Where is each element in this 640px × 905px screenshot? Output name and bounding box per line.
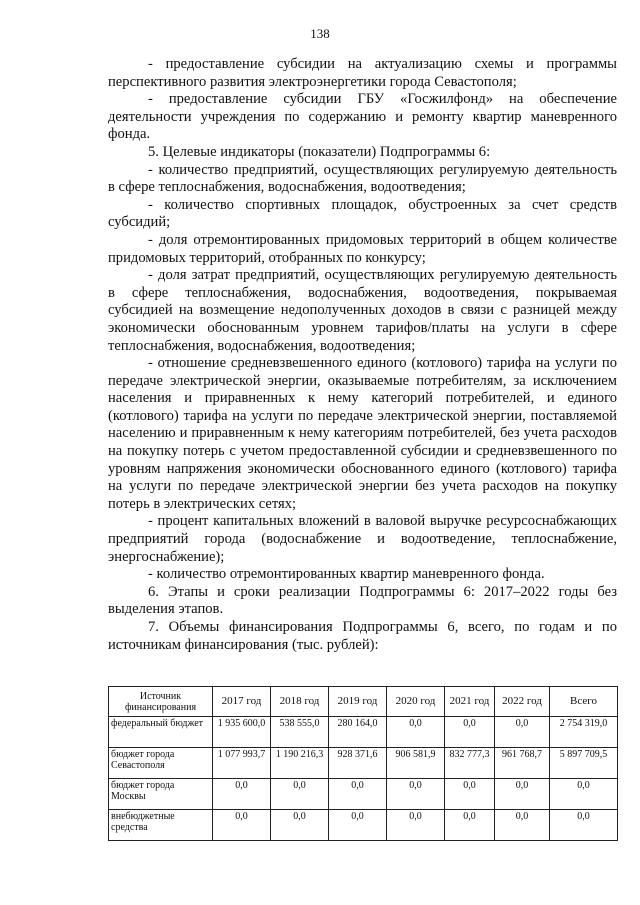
table-cell: 0,0 bbox=[329, 779, 387, 810]
table-cell: бюджет города Москвы bbox=[109, 779, 213, 810]
table-cell: 0,0 bbox=[271, 779, 329, 810]
table-row bbox=[109, 717, 618, 748]
table-cell: 0,0 bbox=[495, 717, 550, 748]
table-cell: 832 777,3 bbox=[445, 748, 495, 779]
table-cell: федеральный бюджет bbox=[109, 717, 213, 748]
table-header-row bbox=[109, 687, 618, 717]
column-header: Всего bbox=[550, 687, 618, 717]
table-cell: 0,0 bbox=[445, 717, 495, 748]
page-number: 138 bbox=[310, 26, 330, 41]
table-cell: 0,0 bbox=[387, 779, 445, 810]
table-cell: 2 754 319,0 bbox=[550, 717, 618, 748]
table-cell: 0,0 bbox=[445, 779, 495, 810]
column-header: 2018 год bbox=[271, 687, 329, 717]
paragraph: - количество спортивных площадок, обустроенных за счет средств субсидий; bbox=[108, 196, 617, 231]
table-cell: 928 371,6 bbox=[329, 748, 387, 779]
paragraph: - количество отремонтированных квартир маневренного фонда. bbox=[148, 566, 545, 583]
column-header: 2019 год bbox=[329, 687, 387, 717]
table-cell: 1 190 216,3 bbox=[271, 748, 329, 779]
paragraph: - предоставление субсидии ГБУ «Госжилфонд» на обеспечение деятельности учреждения по содержанию и ремонту квартир маневренного фонда. bbox=[108, 91, 617, 143]
table-cell: 0,0 bbox=[387, 810, 445, 841]
table-cell: 0,0 bbox=[550, 810, 618, 841]
column-header: 2020 год bbox=[387, 687, 445, 717]
table-cell: 280 164,0 bbox=[329, 717, 387, 748]
paragraph: - предоставление субсидии на актуализацию схемы и программы перспективного развития электроэнергетики города Севастополя; bbox=[108, 56, 617, 90]
paragraph: - отношение средневзвешенного единого (котлового) тарифа на услуги по передаче электрической энергии, оказываемые потребителям, за исключением населения и приравненных к нему категорий потребителей, и единого (котлового) тарифа на услуги по передаче электрической энергии, поставляемой населению и приравненным к нему категориям потребителей, без учета расходов на покупку потерь с учетом предоставленной субсидии и средневзвешенного по уровням напряжения экономически обоснованного единого (котлового) тарифа на услуги по передаче электрической энергии без учета расходов на покупку потерь в электрических сетях; bbox=[108, 355, 617, 512]
table-cell: 538 555,0 bbox=[271, 717, 329, 748]
table-cell: 961 768,7 bbox=[495, 748, 550, 779]
table-cell: 0,0 bbox=[213, 779, 271, 810]
table-row bbox=[109, 810, 618, 841]
table-cell: 0,0 bbox=[550, 779, 618, 810]
table-cell: внебюджетные средства bbox=[109, 810, 213, 841]
table-cell: 0,0 bbox=[271, 810, 329, 841]
column-header: 2022 год bbox=[495, 687, 550, 717]
table-cell: 0,0 bbox=[495, 810, 550, 841]
table-cell: 0,0 bbox=[213, 810, 271, 841]
table-cell: 0,0 bbox=[387, 717, 445, 748]
table-cell: 1 935 600,0 bbox=[213, 717, 271, 748]
table-row bbox=[109, 748, 618, 779]
table-cell: 906 581,9 bbox=[387, 748, 445, 779]
column-header: Источник финансирования bbox=[109, 687, 213, 717]
paragraph: - доля затрат предприятий, осуществляющих регулируемую деятельность в сфере теплоснабжения, водоснабжения, водоотведения, покрываемая субсидией на возмещение недополученных доходов в связи с разницей между экономически обоснованным уровнем тарифов/платы на услуги в сфере теплоснабжения, водоснабжения, водоотведения; bbox=[108, 267, 617, 354]
paragraph: - доля отремонтированных придомовых территорий в общем количестве придомовых территорий, отобранных по конкурсу; bbox=[108, 231, 617, 266]
document-body bbox=[108, 56, 617, 654]
table-cell: бюджет города Севастополя bbox=[109, 748, 213, 779]
table-row bbox=[109, 779, 618, 810]
table-cell: 0,0 bbox=[329, 810, 387, 841]
table-cell: 5 897 709,5 bbox=[550, 748, 618, 779]
section-heading-stages: 6. Этапы и сроки реализации Подпрограммы 6: 2017–2022 годы без выделения этапов. bbox=[108, 583, 617, 618]
table-cell: 1 077 993,7 bbox=[213, 748, 271, 779]
paragraph: - количество предприятий, осуществляющих регулируемую деятельность в сфере теплоснабжения, водоснабжения, водоотведения; bbox=[108, 161, 617, 196]
column-header: 2017 год bbox=[213, 687, 271, 717]
column-header: 2021 год bbox=[445, 687, 495, 717]
table-cell: 0,0 bbox=[495, 779, 550, 810]
section-heading-financing: 7. Объемы финансирования Подпрограммы 6, всего, по годам и по источникам финансирования (тыс. рублей): bbox=[108, 619, 617, 653]
paragraph: - процент капитальных вложений в валовой выручке ресурсоснабжающих предприятий города (водоснабжение и водоотведение, теплоснабжение, энергоснабжение); bbox=[108, 513, 617, 565]
financing-table bbox=[108, 686, 618, 841]
table-cell: 0,0 bbox=[445, 810, 495, 841]
section-heading-indicators: 5. Целевые индикаторы (показатели) Подпрограммы 6: bbox=[148, 143, 491, 160]
